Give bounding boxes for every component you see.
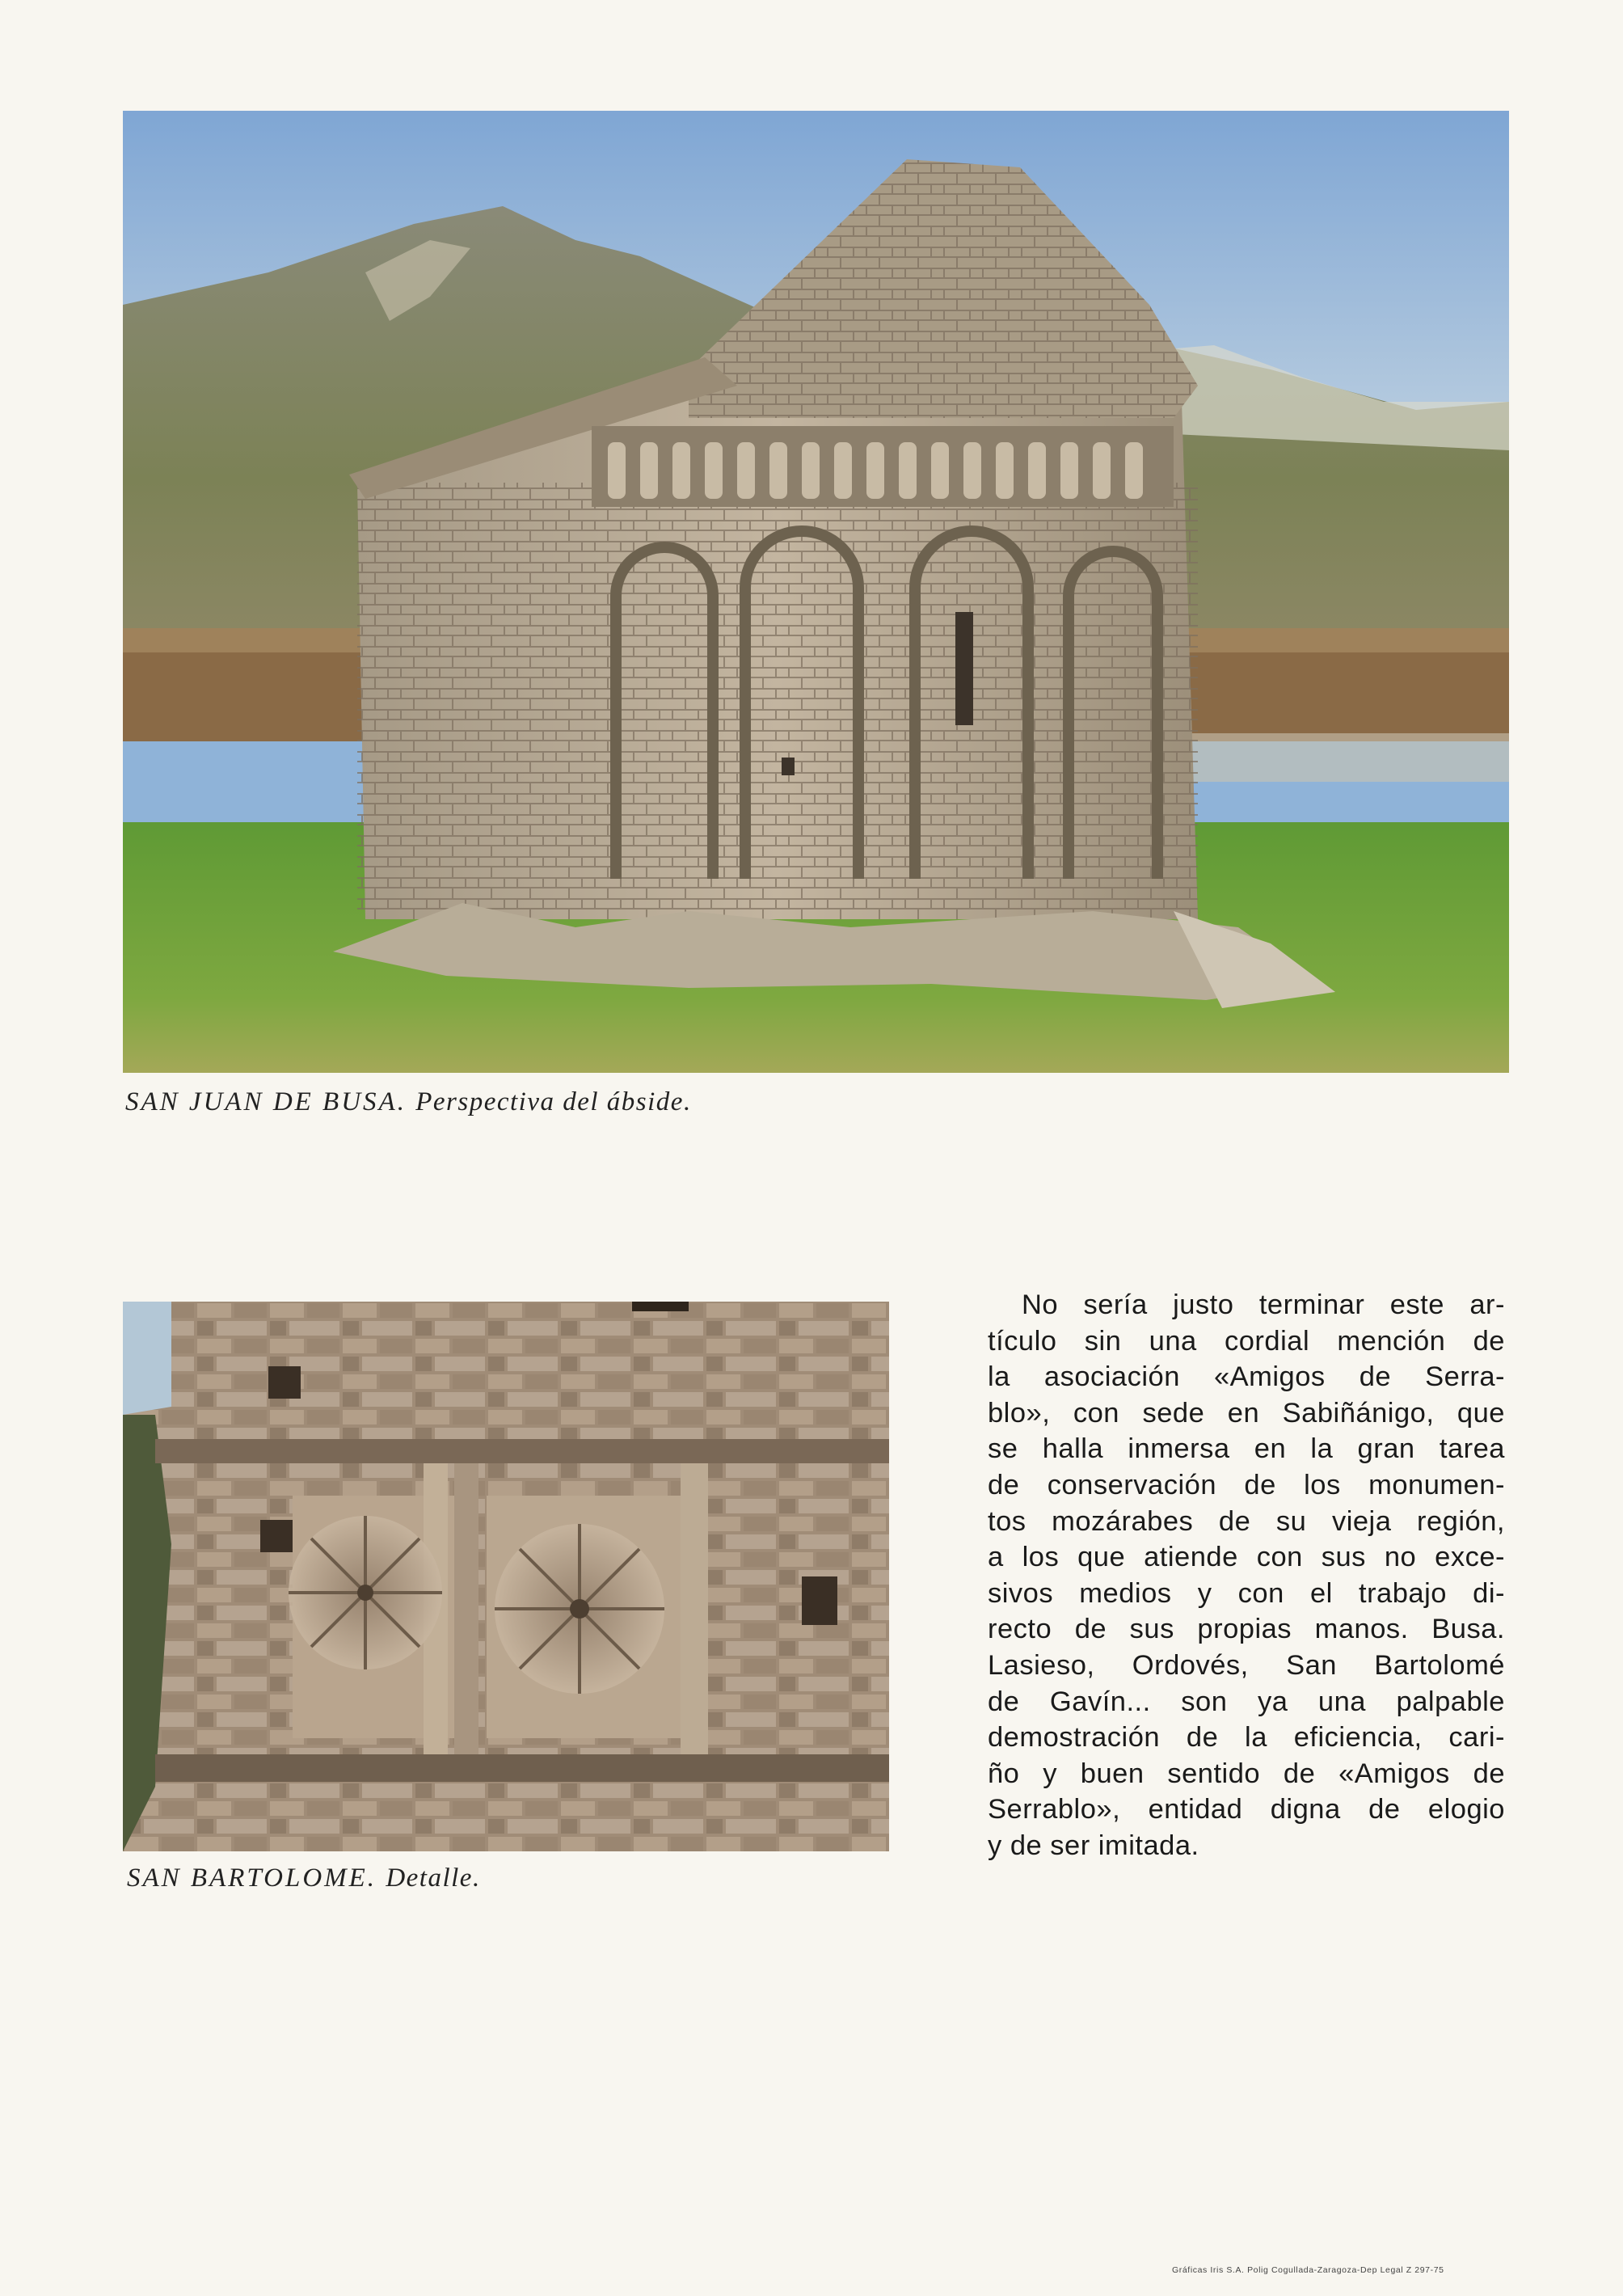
article-line: demostración de la eficiencia, cari- — [988, 1722, 1505, 1754]
article-line: ño y buen sentido de «Amigos de — [988, 1758, 1505, 1789]
stone-detail-illustration — [123, 1302, 889, 1851]
caption-photo-2 — [127, 1863, 481, 1893]
caption-subject: SAN BARTOLOME. — [127, 1863, 377, 1893]
article-line: sivos medios y con el trabajo di- — [988, 1577, 1505, 1609]
printer-imprint: Gráficas Iris S.A. Polig Cogullada-Zaragoza-Dep Legal Z 297-75 — [1172, 2265, 1444, 2275]
article-line: a los que atiende con sus no exce- — [988, 1542, 1505, 1573]
article-text — [988, 1287, 1505, 1864]
article-line: Serrablo», entidad digna de elogio — [988, 1794, 1505, 1825]
article-line: y de ser imitada. — [988, 1830, 1199, 1861]
caption-description: Perspectiva del ábside. — [415, 1087, 692, 1116]
article-line: tos mozárabes de su vieja región, — [988, 1505, 1505, 1537]
photo-san-bartolome-detalle — [123, 1302, 889, 1851]
article-line: recto de sus propias manos. Busa. — [988, 1614, 1505, 1645]
apse-photo-illustration — [123, 111, 1509, 1073]
article-line: No sería justo terminar este ar- — [1022, 1289, 1505, 1320]
article-line: la asociación «Amigos de Serra- — [988, 1361, 1505, 1393]
article-line: se halla inmersa en la gran tarea — [988, 1433, 1505, 1465]
article-line: de Gavín... son ya una palpable — [988, 1686, 1505, 1717]
caption-photo-1 — [125, 1087, 692, 1117]
article-line: tículo sin una cordial mención de — [988, 1325, 1505, 1357]
caption-subject: SAN JUAN DE BUSA. — [125, 1087, 407, 1116]
article-line: blo», con sede en Sabiñánigo, que — [988, 1397, 1505, 1429]
photo-san-juan-de-busa — [123, 111, 1509, 1073]
caption-description: Detalle. — [386, 1863, 481, 1893]
article-line: Lasieso, Ordovés, San Bartolomé — [988, 1649, 1505, 1681]
article-line: de conservación de los monumen- — [988, 1469, 1505, 1500]
